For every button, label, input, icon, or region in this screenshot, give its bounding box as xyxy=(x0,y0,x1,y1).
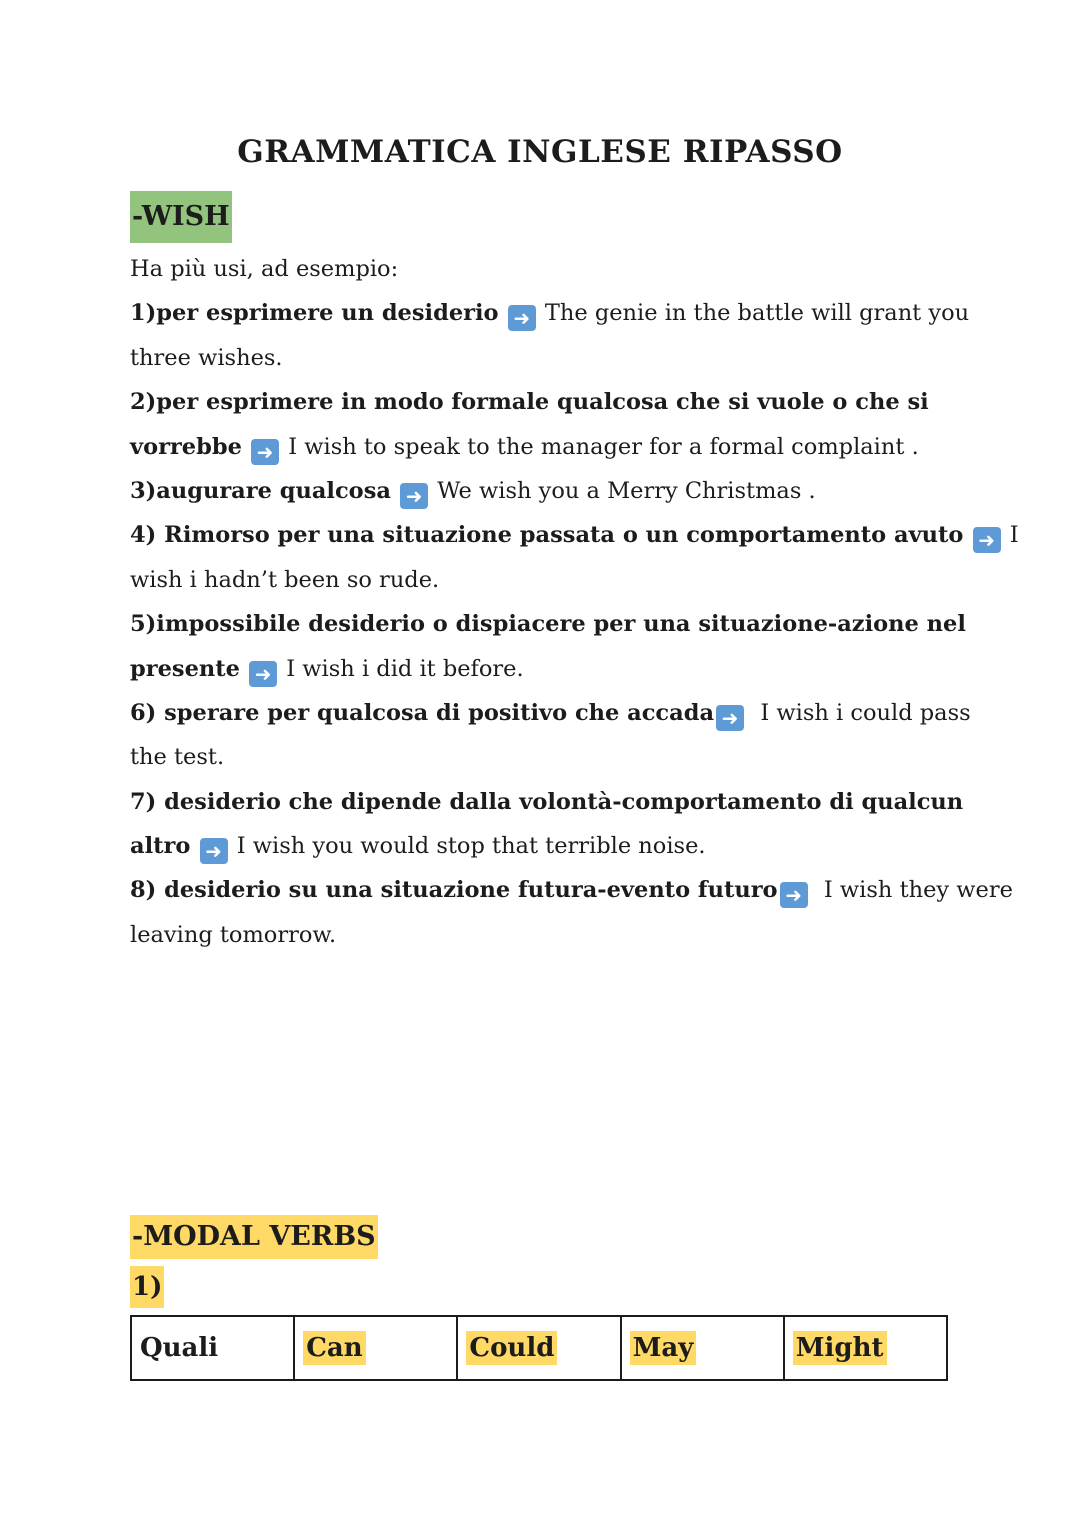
wish-item-6-line-2: the test. xyxy=(130,744,225,771)
modal-item-number: 1) xyxy=(130,1266,164,1308)
right-arrow-icon: ➜ xyxy=(780,882,808,908)
table-cell-may xyxy=(621,1316,784,1380)
wish-item-8-line-1: 8) desiderio su una situazione futura-evento futuro ➜ I wish they were xyxy=(130,877,1013,908)
table-row xyxy=(131,1316,947,1380)
table-cell-can xyxy=(294,1316,457,1380)
right-arrow-icon: ➜ xyxy=(251,439,279,465)
wish-item-7-line-2: altro ➜ I wish you would stop that terrible noise. xyxy=(130,833,706,864)
wish-item-4-line-1: 4) Rimorso per una situazione passata o un comportamento avuto ➜ I xyxy=(130,522,1019,553)
wish-item-1-label: 1)per esprimere un desiderio xyxy=(130,300,499,327)
wish-section-body xyxy=(130,247,1019,957)
cell-text-highlighted: Can xyxy=(303,1331,365,1365)
wish-item-2-line-2: vorrebbe ➜ I wish to speak to the manager for a formal complaint . xyxy=(130,433,919,464)
wish-item-1-example: The genie in the battle will grant you xyxy=(544,300,970,327)
table-cell-quali xyxy=(131,1316,294,1380)
wish-item-7-line-1: 7) desiderio che dipende dalla volontà-comportamento di qualcun xyxy=(130,788,964,815)
wish-item-8-line-2: leaving tomorrow. xyxy=(130,921,337,948)
cell-text-highlighted: May xyxy=(630,1331,697,1365)
right-arrow-icon: ➜ xyxy=(400,483,428,509)
right-arrow-icon: ➜ xyxy=(508,305,536,331)
right-arrow-icon: ➜ xyxy=(249,661,277,687)
cell-text-highlighted: Might xyxy=(793,1331,887,1365)
cell-text: Quali xyxy=(140,1333,219,1363)
wish-item-6-line-1: 6) sperare per qualcosa di positivo che accada ➜ I wish i could pass xyxy=(130,699,971,730)
wish-item-3: 3)augurare qualcosa ➜ We wish you a Merry Christmas . xyxy=(130,477,816,508)
wish-item-1-line-1 xyxy=(130,291,970,335)
wish-heading: -WISH xyxy=(130,191,232,243)
wish-item-4-line-2: wish i hadn’t been so rude. xyxy=(130,566,440,593)
right-arrow-icon: ➜ xyxy=(200,838,228,864)
cell-text-highlighted: Could xyxy=(466,1331,557,1365)
wish-item-5-line-1: 5)impossibile desiderio o dispiacere per una situazione-azione nel xyxy=(130,611,966,638)
page-title: GRAMMATICA INGLESE RIPASSO xyxy=(237,134,843,170)
modal-verbs-table xyxy=(130,1315,948,1381)
wish-intro: Ha più usi, ad esempio: xyxy=(130,256,399,282)
modal-verbs-heading: -MODAL VERBS xyxy=(130,1215,378,1259)
right-arrow-icon: ➜ xyxy=(716,705,744,731)
table-cell-could xyxy=(457,1316,620,1380)
wish-item-1-line-2: three wishes. xyxy=(130,344,283,371)
table-cell-might xyxy=(784,1316,947,1380)
right-arrow-icon: ➜ xyxy=(973,527,1001,553)
wish-item-2-line-1: 2)per esprimere in modo formale qualcosa che si vuole o che si xyxy=(130,389,929,416)
wish-item-5-line-2: presente ➜ I wish i did it before. xyxy=(130,655,524,686)
